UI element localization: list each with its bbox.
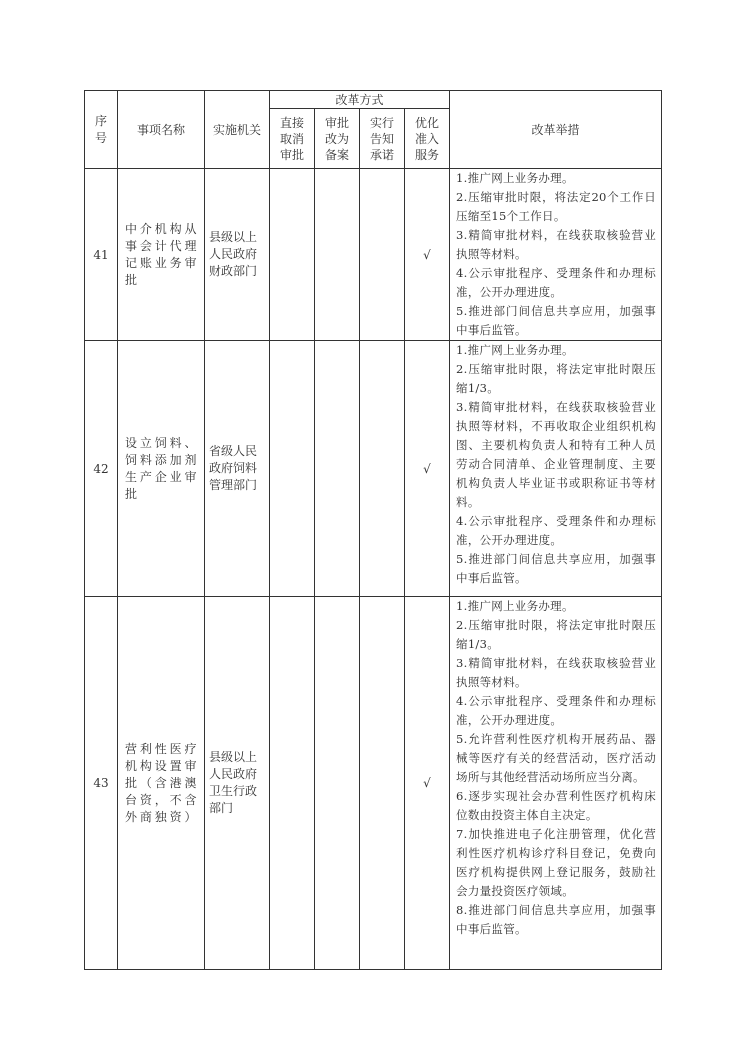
measure-item: 2.压缩审批时限，将法定20个工作日压缩至15个工作日。 bbox=[456, 190, 657, 223]
measure-item: 4.公示审批程序、受理条件和办理标准，公开办理进度。 bbox=[456, 266, 657, 299]
measure-item: 1.推广网上业务办理。 bbox=[456, 171, 574, 185]
row-seq: 41 bbox=[85, 169, 118, 341]
row-agency: 县级以上人民政府卫生行政部门 bbox=[205, 597, 270, 970]
row-agency: 县级以上人民政府财政部门 bbox=[205, 169, 270, 341]
measure-item: 6.逐步实现社会办营利性医疗机构床位数由投资主体自主决定。 bbox=[456, 789, 657, 822]
row-measures bbox=[450, 341, 662, 597]
row-notify bbox=[360, 341, 405, 597]
table-row bbox=[85, 341, 662, 597]
header-cancel: 直接取消审批 bbox=[270, 109, 315, 169]
row-optimize-check: √ bbox=[405, 597, 450, 970]
measure-item: 7.加快推进电子化注册管理，优化营利性医疗机构诊疗科目登记，免费向医疗机构提供网上登记服务，鼓励社会力量投资医疗领域。 bbox=[456, 827, 657, 898]
reform-table bbox=[84, 90, 662, 970]
row-measures bbox=[450, 169, 662, 341]
row-optimize-check: √ bbox=[405, 169, 450, 341]
row-record bbox=[315, 341, 360, 597]
header-record: 审批改为备案 bbox=[315, 109, 360, 169]
measure-item: 8.推进部门间信息共享应用，加强事中事后监管。 bbox=[456, 903, 657, 936]
measure-item: 3.精简审批材料，在线获取核验营业执照等材料。 bbox=[456, 228, 657, 261]
measure-item: 1.推广网上业务办理。 bbox=[456, 599, 574, 613]
row-item-name: 设立饲料、饲料添加剂生产企业审批 bbox=[118, 341, 205, 597]
measure-item: 3.精简审批材料，在线获取核验营业执照等材料。 bbox=[456, 656, 657, 689]
header-notify: 实行告知承诺 bbox=[360, 109, 405, 169]
measure-item: 5.允许营利性医疗机构开展药品、器械等医疗有关的经营活动，医疗活动场所与其他经营活动场所应当分离。 bbox=[456, 732, 657, 784]
measure-item: 4.公示审批程序、受理条件和办理标准，公开办理进度。 bbox=[456, 514, 657, 547]
measure-item: 1.推广网上业务办理。 bbox=[456, 343, 574, 357]
measure-item: 5.推进部门间信息共享应用，加强事中事后监管。 bbox=[456, 304, 657, 337]
header-name: 事项名称 bbox=[118, 91, 205, 169]
measure-item: 5.推进部门间信息共享应用，加强事中事后监管。 bbox=[456, 552, 657, 585]
header-seq: 序号 bbox=[85, 91, 118, 169]
row-seq: 42 bbox=[85, 341, 118, 597]
measure-item: 3.精简审批材料，在线获取核验营业执照等材料，不再收取企业组织机构图、主要机构负责人和特有工种人员劳动合同清单、企业管理制度、主要机构负责人毕业证书或职称证书等材料。 bbox=[456, 400, 657, 509]
measure-item: 2.压缩审批时限，将法定审批时限压缩1/3。 bbox=[456, 618, 657, 651]
table-row bbox=[85, 597, 662, 970]
row-agency: 省级人民政府饲料管理部门 bbox=[205, 341, 270, 597]
row-measures bbox=[450, 597, 662, 970]
row-cancel bbox=[270, 169, 315, 341]
header-reform-methods: 改革方式 bbox=[270, 91, 450, 109]
row-notify bbox=[360, 169, 405, 341]
row-seq: 43 bbox=[85, 597, 118, 970]
row-record bbox=[315, 597, 360, 970]
table-row bbox=[85, 169, 662, 341]
row-optimize-check: √ bbox=[405, 341, 450, 597]
header-agency: 实施机关 bbox=[205, 91, 270, 169]
measure-item: 4.公示审批程序、受理条件和办理标准，公开办理进度。 bbox=[456, 694, 657, 727]
row-record bbox=[315, 169, 360, 341]
row-cancel bbox=[270, 341, 315, 597]
row-item-name: 营利性医疗机构设置审批（含港澳台资，不含外商独资） bbox=[118, 597, 205, 970]
measure-item: 2.压缩审批时限，将法定审批时限压缩1/3。 bbox=[456, 362, 657, 395]
header-optimize: 优化准入服务 bbox=[405, 109, 450, 169]
row-notify bbox=[360, 597, 405, 970]
header-measures: 改革举措 bbox=[450, 91, 662, 169]
row-item-name: 中介机构从事会计代理记账业务审批 bbox=[118, 169, 205, 341]
row-cancel bbox=[270, 597, 315, 970]
